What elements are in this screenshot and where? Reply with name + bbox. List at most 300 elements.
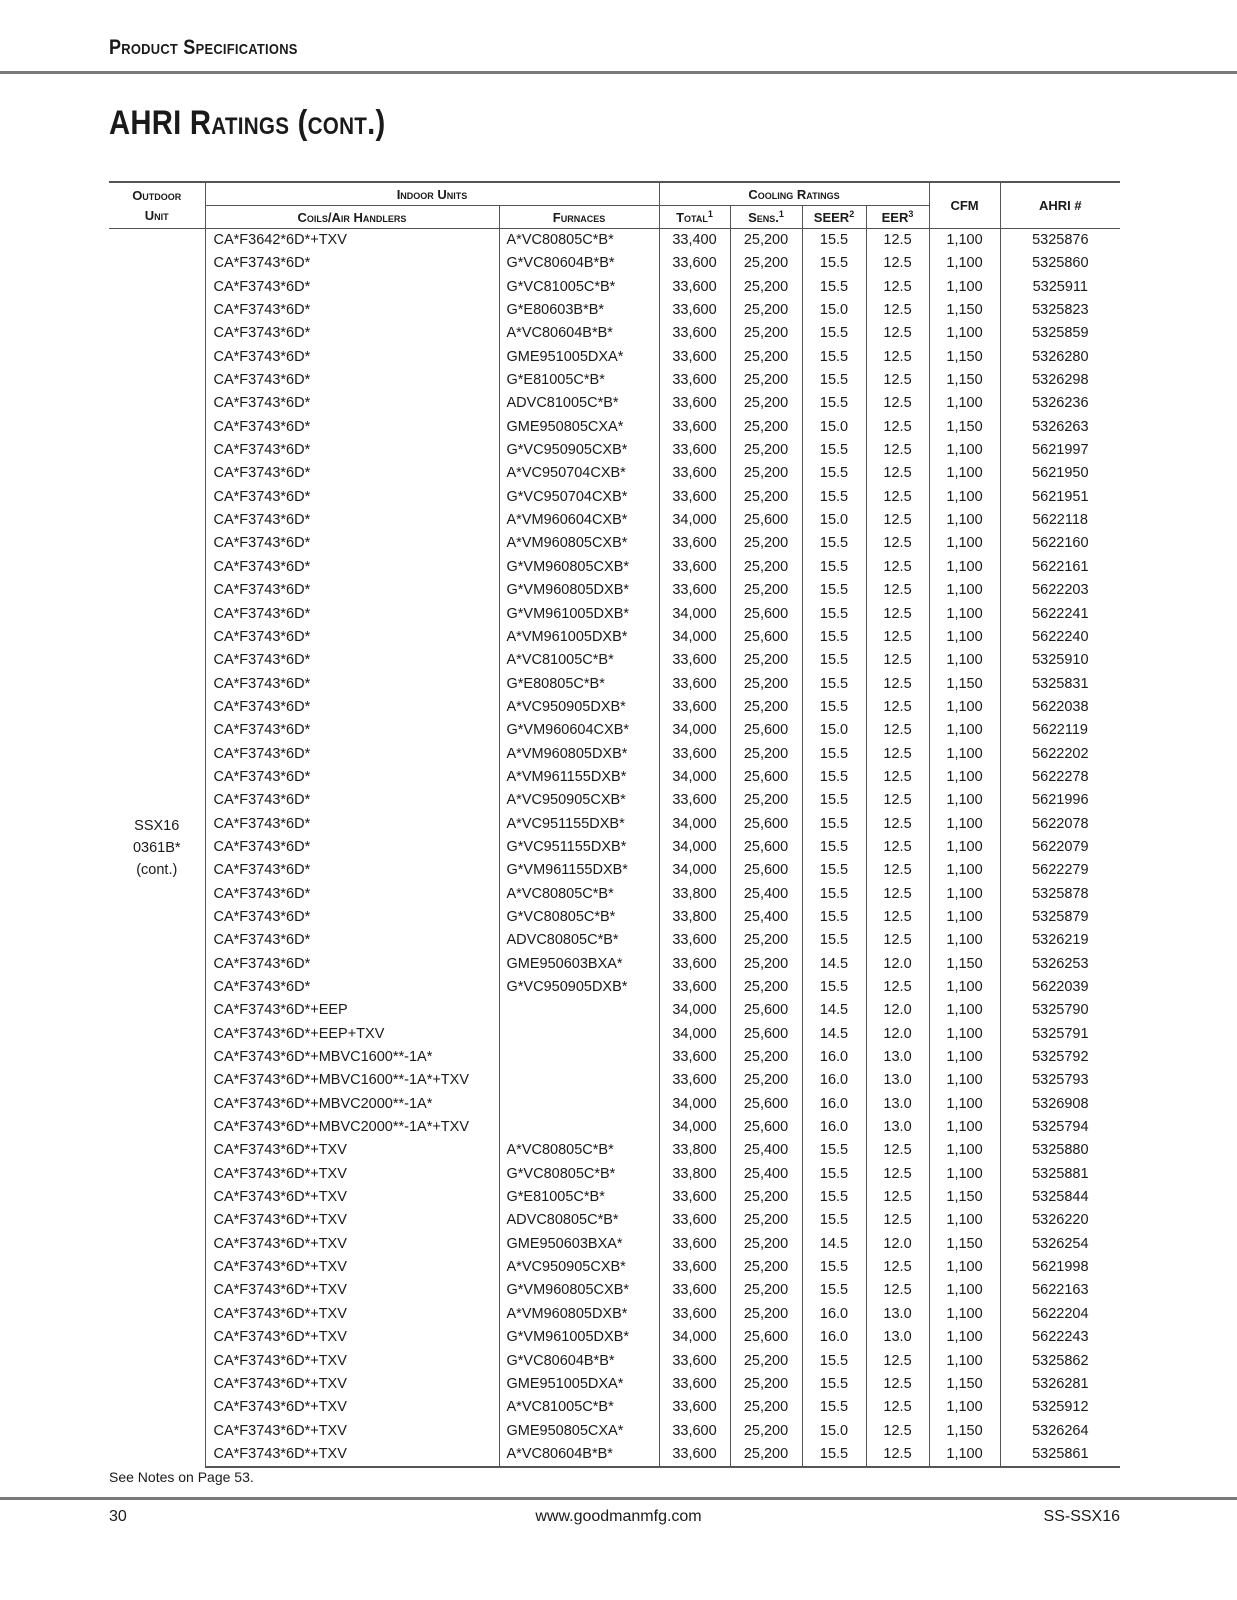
eer-cell: 12.5 bbox=[866, 556, 929, 579]
ahri-cell: 5325876 bbox=[1000, 229, 1120, 253]
furnace-cell: G*VC951155DXB* bbox=[499, 836, 659, 859]
sensible-cell: 25,200 bbox=[730, 696, 802, 719]
table-row bbox=[109, 1279, 1120, 1302]
seer-cell: 15.5 bbox=[802, 486, 866, 509]
eer-cell: 12.5 bbox=[866, 1209, 929, 1232]
eer-cell: 12.5 bbox=[866, 462, 929, 485]
seer-cell: 15.5 bbox=[802, 1163, 866, 1186]
ahri-cell: 5325862 bbox=[1000, 1350, 1120, 1373]
coil-cell: CA*F3743*6D*+TXV bbox=[205, 1163, 499, 1186]
furnace-cell: A*VC950905CXB* bbox=[499, 1256, 659, 1279]
table-row bbox=[109, 322, 1120, 345]
coil-cell: CA*F3743*6D* bbox=[205, 276, 499, 299]
ahri-cell: 5622039 bbox=[1000, 976, 1120, 999]
table-row bbox=[109, 906, 1120, 929]
seer-cell: 15.5 bbox=[802, 579, 866, 602]
furnace-cell: G*VM960805DXB* bbox=[499, 579, 659, 602]
ahri-cell: 5325794 bbox=[1000, 1116, 1120, 1139]
seer-cell: 16.0 bbox=[802, 1069, 866, 1092]
furnace-cell: A*VC80805C*B* bbox=[499, 1139, 659, 1162]
cfm-cell: 1,100 bbox=[929, 836, 1000, 859]
table-row bbox=[109, 1139, 1120, 1162]
eer-cell: 12.5 bbox=[866, 579, 929, 602]
total-footnote-ref: 1 bbox=[707, 208, 713, 219]
eer-cell: 12.5 bbox=[866, 836, 929, 859]
seer-cell: 15.5 bbox=[802, 883, 866, 906]
total-cell: 33,600 bbox=[659, 743, 730, 766]
sensible-cell: 25,600 bbox=[730, 999, 802, 1022]
outdoor-unit-cell bbox=[109, 229, 205, 1468]
ahri-cell: 5325881 bbox=[1000, 1163, 1120, 1186]
sensible-cell: 25,200 bbox=[730, 673, 802, 696]
table-row bbox=[109, 1046, 1120, 1069]
sensible-header bbox=[730, 206, 802, 229]
cooling-ratings-header: Cooling Ratings bbox=[659, 182, 929, 206]
seer-cell: 16.0 bbox=[802, 1326, 866, 1349]
sensible-cell: 25,200 bbox=[730, 229, 802, 253]
coil-cell: CA*F3743*6D*+TXV bbox=[205, 1443, 499, 1467]
cfm-cell: 1,100 bbox=[929, 1139, 1000, 1162]
total-cell: 33,600 bbox=[659, 416, 730, 439]
table-row bbox=[109, 346, 1120, 369]
furnace-cell: A*VC80805C*B* bbox=[499, 229, 659, 253]
sensible-cell: 25,600 bbox=[730, 1093, 802, 1116]
cfm-cell: 1,100 bbox=[929, 532, 1000, 555]
table-row bbox=[109, 1350, 1120, 1373]
eer-cell: 12.5 bbox=[866, 696, 929, 719]
table-row bbox=[109, 1303, 1120, 1326]
eer-cell: 12.5 bbox=[866, 1163, 929, 1186]
eer-cell: 12.5 bbox=[866, 486, 929, 509]
ahri-cell: 5622079 bbox=[1000, 836, 1120, 859]
sensible-cell: 25,600 bbox=[730, 1116, 802, 1139]
eer-cell: 12.5 bbox=[866, 603, 929, 626]
total-cell: 33,600 bbox=[659, 649, 730, 672]
cfm-cell: 1,100 bbox=[929, 229, 1000, 253]
table-row bbox=[109, 836, 1120, 859]
furnace-cell bbox=[499, 999, 659, 1022]
seer-cell: 16.0 bbox=[802, 1046, 866, 1069]
sensible-cell: 25,200 bbox=[730, 1186, 802, 1209]
total-cell: 33,600 bbox=[659, 532, 730, 555]
ahri-cell: 5325878 bbox=[1000, 883, 1120, 906]
total-header-label: Total bbox=[676, 209, 708, 225]
table-row bbox=[109, 486, 1120, 509]
furnace-cell: G*VM961005DXB* bbox=[499, 1326, 659, 1349]
ahri-cell: 5325792 bbox=[1000, 1046, 1120, 1069]
furnace-cell: G*VC950704CXB* bbox=[499, 486, 659, 509]
total-cell: 34,000 bbox=[659, 836, 730, 859]
seer-cell: 15.0 bbox=[802, 416, 866, 439]
furnace-cell bbox=[499, 1023, 659, 1046]
eer-cell: 12.5 bbox=[866, 1396, 929, 1419]
sensible-cell: 25,600 bbox=[730, 509, 802, 532]
furnace-cell: A*VC950905DXB* bbox=[499, 696, 659, 719]
ahri-cell: 5622278 bbox=[1000, 766, 1120, 789]
coil-cell: CA*F3743*6D* bbox=[205, 859, 499, 882]
table-row bbox=[109, 789, 1120, 812]
ahri-cell: 5325879 bbox=[1000, 906, 1120, 929]
sensible-cell: 25,200 bbox=[730, 1279, 802, 1302]
table-row bbox=[109, 509, 1120, 532]
coil-cell: CA*F3743*6D* bbox=[205, 766, 499, 789]
eer-cell: 12.5 bbox=[866, 673, 929, 696]
seer-cell: 15.5 bbox=[802, 766, 866, 789]
table-header bbox=[109, 182, 1120, 229]
ahri-cell: 5622240 bbox=[1000, 626, 1120, 649]
eer-cell: 12.0 bbox=[866, 953, 929, 976]
ahri-cell: 5325831 bbox=[1000, 673, 1120, 696]
sensible-cell: 25,200 bbox=[730, 1396, 802, 1419]
eer-cell: 12.5 bbox=[866, 766, 929, 789]
seer-cell: 15.5 bbox=[802, 1443, 866, 1467]
total-cell: 33,600 bbox=[659, 486, 730, 509]
furnace-cell bbox=[499, 1069, 659, 1092]
total-cell: 33,600 bbox=[659, 673, 730, 696]
ahri-ratings-table-container bbox=[109, 181, 1120, 1468]
seer-cell: 15.5 bbox=[802, 1373, 866, 1396]
cfm-cell: 1,100 bbox=[929, 906, 1000, 929]
table-row bbox=[109, 299, 1120, 322]
outdoor-unit-line: SSX16 bbox=[134, 818, 180, 835]
cfm-cell: 1,100 bbox=[929, 1163, 1000, 1186]
sensible-cell: 25,600 bbox=[730, 603, 802, 626]
eer-cell: 12.5 bbox=[866, 299, 929, 322]
coil-cell: CA*F3743*6D* bbox=[205, 392, 499, 415]
seer-cell: 14.5 bbox=[802, 953, 866, 976]
ahri-number-header: AHRI # bbox=[1000, 182, 1120, 229]
cfm-cell: 1,100 bbox=[929, 1069, 1000, 1092]
coil-cell: CA*F3743*6D* bbox=[205, 252, 499, 275]
coil-cell: CA*F3743*6D* bbox=[205, 929, 499, 952]
notes-reference: See Notes on Page 53. bbox=[109, 1469, 254, 1485]
sensible-cell: 25,600 bbox=[730, 626, 802, 649]
furnace-cell: G*E80603B*B* bbox=[499, 299, 659, 322]
coil-cell: CA*F3743*6D* bbox=[205, 976, 499, 999]
total-cell: 33,600 bbox=[659, 1256, 730, 1279]
seer-cell: 15.5 bbox=[802, 743, 866, 766]
cfm-cell: 1,100 bbox=[929, 766, 1000, 789]
total-cell: 33,800 bbox=[659, 1163, 730, 1186]
seer-cell: 15.5 bbox=[802, 976, 866, 999]
eer-cell: 12.5 bbox=[866, 509, 929, 532]
furnace-cell: GME951005DXA* bbox=[499, 1373, 659, 1396]
seer-cell: 15.5 bbox=[802, 626, 866, 649]
table-row bbox=[109, 649, 1120, 672]
cfm-cell: 1,100 bbox=[929, 486, 1000, 509]
furnace-cell: G*VC80604B*B* bbox=[499, 252, 659, 275]
furnace-cell: A*VC80604B*B* bbox=[499, 1443, 659, 1467]
seer-cell: 15.5 bbox=[802, 1350, 866, 1373]
sensible-cell: 25,200 bbox=[730, 929, 802, 952]
coil-cell: CA*F3743*6D*+TXV bbox=[205, 1326, 499, 1349]
seer-header bbox=[802, 206, 866, 229]
coil-cell: CA*F3743*6D*+TXV bbox=[205, 1373, 499, 1396]
eer-cell: 12.5 bbox=[866, 369, 929, 392]
seer-cell: 15.5 bbox=[802, 673, 866, 696]
total-cell: 33,600 bbox=[659, 556, 730, 579]
furnace-cell: G*VC80805C*B* bbox=[499, 1163, 659, 1186]
coil-cell: CA*F3743*6D* bbox=[205, 556, 499, 579]
total-cell: 33,600 bbox=[659, 346, 730, 369]
furnace-cell: G*VC950905CXB* bbox=[499, 439, 659, 462]
total-cell: 33,600 bbox=[659, 252, 730, 275]
sensible-cell: 25,200 bbox=[730, 439, 802, 462]
table-row bbox=[109, 1396, 1120, 1419]
sensible-cell: 25,200 bbox=[730, 369, 802, 392]
table-row bbox=[109, 999, 1120, 1022]
seer-cell: 15.5 bbox=[802, 1279, 866, 1302]
sensible-cell: 25,200 bbox=[730, 953, 802, 976]
furnace-cell: G*VC80805C*B* bbox=[499, 906, 659, 929]
eer-cell: 12.5 bbox=[866, 252, 929, 275]
cfm-cell: 1,100 bbox=[929, 1023, 1000, 1046]
ahri-cell: 5622243 bbox=[1000, 1326, 1120, 1349]
table-body bbox=[109, 229, 1120, 1468]
ahri-cell: 5326253 bbox=[1000, 953, 1120, 976]
eer-cell: 12.5 bbox=[866, 906, 929, 929]
coil-cell: CA*F3743*6D* bbox=[205, 673, 499, 696]
cfm-cell: 1,100 bbox=[929, 813, 1000, 836]
table-row bbox=[109, 556, 1120, 579]
total-header bbox=[659, 206, 730, 229]
sensible-cell: 25,400 bbox=[730, 906, 802, 929]
seer-cell: 16.0 bbox=[802, 1116, 866, 1139]
eer-cell: 12.5 bbox=[866, 813, 929, 836]
total-cell: 33,800 bbox=[659, 906, 730, 929]
ahri-cell: 5326280 bbox=[1000, 346, 1120, 369]
seer-cell: 15.0 bbox=[802, 719, 866, 742]
ahri-cell: 5325844 bbox=[1000, 1186, 1120, 1209]
ahri-cell: 5326264 bbox=[1000, 1420, 1120, 1443]
seer-cell: 14.5 bbox=[802, 999, 866, 1022]
total-cell: 34,000 bbox=[659, 813, 730, 836]
cfm-cell: 1,100 bbox=[929, 1443, 1000, 1467]
coil-cell: CA*F3743*6D*+TXV bbox=[205, 1279, 499, 1302]
coil-cell: CA*F3743*6D*+MBVC1600**-1A* bbox=[205, 1046, 499, 1069]
table-row bbox=[109, 369, 1120, 392]
seer-cell: 15.5 bbox=[802, 252, 866, 275]
cfm-cell: 1,100 bbox=[929, 1256, 1000, 1279]
total-cell: 33,600 bbox=[659, 1186, 730, 1209]
coil-cell: CA*F3743*6D*+EEP+TXV bbox=[205, 1023, 499, 1046]
ahri-cell: 5325860 bbox=[1000, 252, 1120, 275]
furnace-cell: A*VM961155DXB* bbox=[499, 766, 659, 789]
table-row bbox=[109, 953, 1120, 976]
ahri-cell: 5325880 bbox=[1000, 1139, 1120, 1162]
seer-cell: 15.5 bbox=[802, 1256, 866, 1279]
coil-cell: CA*F3743*6D*+TXV bbox=[205, 1256, 499, 1279]
furnace-cell: G*VM960805CXB* bbox=[499, 1279, 659, 1302]
table-row bbox=[109, 1116, 1120, 1139]
ahri-cell: 5622203 bbox=[1000, 579, 1120, 602]
eer-cell: 12.5 bbox=[866, 276, 929, 299]
furnace-cell: A*VM960805DXB* bbox=[499, 743, 659, 766]
cfm-cell: 1,100 bbox=[929, 649, 1000, 672]
total-cell: 34,000 bbox=[659, 1023, 730, 1046]
coil-cell: CA*F3743*6D* bbox=[205, 789, 499, 812]
sensible-cell: 25,200 bbox=[730, 976, 802, 999]
cfm-cell: 1,100 bbox=[929, 883, 1000, 906]
seer-cell: 15.5 bbox=[802, 836, 866, 859]
total-cell: 34,000 bbox=[659, 1326, 730, 1349]
furnace-cell: GME950603BXA* bbox=[499, 1233, 659, 1256]
sensible-cell: 25,200 bbox=[730, 649, 802, 672]
eer-cell: 12.5 bbox=[866, 929, 929, 952]
coil-cell: CA*F3743*6D*+TXV bbox=[205, 1186, 499, 1209]
ahri-cell: 5325793 bbox=[1000, 1069, 1120, 1092]
cfm-cell: 1,150 bbox=[929, 1186, 1000, 1209]
coil-cell: CA*F3743*6D*+MBVC2000**-1A* bbox=[205, 1093, 499, 1116]
table-row bbox=[109, 1069, 1120, 1092]
seer-cell: 15.5 bbox=[802, 696, 866, 719]
eer-cell: 12.5 bbox=[866, 1279, 929, 1302]
furnace-cell: GME950603BXA* bbox=[499, 953, 659, 976]
table-row bbox=[109, 1093, 1120, 1116]
ahri-cell: 5622202 bbox=[1000, 743, 1120, 766]
coil-cell: CA*F3743*6D* bbox=[205, 462, 499, 485]
total-cell: 33,800 bbox=[659, 883, 730, 906]
total-cell: 33,600 bbox=[659, 953, 730, 976]
cfm-cell: 1,100 bbox=[929, 626, 1000, 649]
table-row bbox=[109, 252, 1120, 275]
cfm-cell: 1,100 bbox=[929, 1116, 1000, 1139]
eer-cell: 12.5 bbox=[866, 392, 929, 415]
cfm-cell: 1,100 bbox=[929, 929, 1000, 952]
ahri-cell: 5622161 bbox=[1000, 556, 1120, 579]
eer-cell: 12.5 bbox=[866, 1256, 929, 1279]
coil-cell: CA*F3743*6D*+TXV bbox=[205, 1420, 499, 1443]
furnace-cell: ADVC81005C*B* bbox=[499, 392, 659, 415]
coil-cell: CA*F3743*6D* bbox=[205, 346, 499, 369]
sensible-cell: 25,600 bbox=[730, 766, 802, 789]
ahri-cell: 5622118 bbox=[1000, 509, 1120, 532]
eer-cell: 12.5 bbox=[866, 416, 929, 439]
seer-cell: 15.5 bbox=[802, 369, 866, 392]
eer-header-label: EER bbox=[881, 209, 909, 225]
cfm-cell: 1,150 bbox=[929, 416, 1000, 439]
ahri-cell: 5621950 bbox=[1000, 462, 1120, 485]
coil-cell: CA*F3743*6D*+TXV bbox=[205, 1233, 499, 1256]
table-row bbox=[109, 1186, 1120, 1209]
sensible-cell: 25,200 bbox=[730, 486, 802, 509]
table-row bbox=[109, 929, 1120, 952]
page-number: 30 bbox=[109, 1508, 127, 1525]
eer-cell: 13.0 bbox=[866, 1069, 929, 1092]
coil-cell: CA*F3743*6D* bbox=[205, 416, 499, 439]
eer-cell: 12.5 bbox=[866, 1373, 929, 1396]
seer-cell: 15.5 bbox=[802, 439, 866, 462]
seer-cell: 15.5 bbox=[802, 929, 866, 952]
coils-air-handlers-header: Coils/Air Handlers bbox=[205, 206, 499, 229]
total-cell: 33,600 bbox=[659, 976, 730, 999]
seer-cell: 15.5 bbox=[802, 859, 866, 882]
furnaces-header: Furnaces bbox=[499, 206, 659, 229]
total-cell: 33,600 bbox=[659, 1396, 730, 1419]
eer-cell: 13.0 bbox=[866, 1116, 929, 1139]
table-row bbox=[109, 1163, 1120, 1186]
ahri-cell: 5325823 bbox=[1000, 299, 1120, 322]
total-cell: 33,600 bbox=[659, 1373, 730, 1396]
furnace-cell: G*E81005C*B* bbox=[499, 369, 659, 392]
seer-cell: 15.5 bbox=[802, 813, 866, 836]
ahri-cell: 5326908 bbox=[1000, 1093, 1120, 1116]
eer-cell: 12.5 bbox=[866, 976, 929, 999]
cfm-cell: 1,150 bbox=[929, 673, 1000, 696]
eer-cell: 13.0 bbox=[866, 1326, 929, 1349]
coil-cell: CA*F3743*6D* bbox=[205, 439, 499, 462]
table-row bbox=[109, 1373, 1120, 1396]
sensible-cell: 25,200 bbox=[730, 1233, 802, 1256]
eer-cell: 12.5 bbox=[866, 1443, 929, 1467]
seer-cell: 15.5 bbox=[802, 1139, 866, 1162]
furnace-cell: G*VC80604B*B* bbox=[499, 1350, 659, 1373]
sensible-cell: 25,200 bbox=[730, 1069, 802, 1092]
table-row bbox=[109, 462, 1120, 485]
table-row bbox=[109, 976, 1120, 999]
cfm-cell: 1,150 bbox=[929, 1233, 1000, 1256]
total-cell: 33,600 bbox=[659, 1233, 730, 1256]
table-row bbox=[109, 579, 1120, 602]
sensible-cell: 25,400 bbox=[730, 1163, 802, 1186]
table-row bbox=[109, 1443, 1120, 1467]
seer-cell: 15.5 bbox=[802, 229, 866, 253]
total-cell: 33,600 bbox=[659, 462, 730, 485]
total-cell: 34,000 bbox=[659, 626, 730, 649]
eer-cell: 12.5 bbox=[866, 1350, 929, 1373]
footer-rule bbox=[0, 1497, 1237, 1500]
coil-cell: CA*F3743*6D*+TXV bbox=[205, 1350, 499, 1373]
total-cell: 33,600 bbox=[659, 1350, 730, 1373]
seer-cell: 15.0 bbox=[802, 1420, 866, 1443]
sensible-footnote-ref: 1 bbox=[778, 208, 784, 219]
eer-cell: 12.5 bbox=[866, 1420, 929, 1443]
eer-cell: 12.5 bbox=[866, 532, 929, 555]
coil-cell: CA*F3743*6D*+MBVC1600**-1A*+TXV bbox=[205, 1069, 499, 1092]
eer-cell: 12.0 bbox=[866, 1023, 929, 1046]
eer-header bbox=[866, 206, 929, 229]
eer-cell: 12.5 bbox=[866, 439, 929, 462]
cfm-cell: 1,100 bbox=[929, 603, 1000, 626]
sensible-cell: 25,400 bbox=[730, 1139, 802, 1162]
furnace-cell: G*VM961155DXB* bbox=[499, 859, 659, 882]
seer-cell: 15.5 bbox=[802, 1186, 866, 1209]
sensible-cell: 25,200 bbox=[730, 1350, 802, 1373]
eer-cell: 12.5 bbox=[866, 719, 929, 742]
outdoor-unit-line: (cont.) bbox=[136, 862, 178, 879]
ahri-cell: 5622119 bbox=[1000, 719, 1120, 742]
seer-cell: 15.5 bbox=[802, 1396, 866, 1419]
ahri-cell: 5622241 bbox=[1000, 603, 1120, 626]
ahri-cell: 5325912 bbox=[1000, 1396, 1120, 1419]
seer-cell: 15.5 bbox=[802, 392, 866, 415]
ahri-cell: 5621997 bbox=[1000, 439, 1120, 462]
ahri-cell: 5326298 bbox=[1000, 369, 1120, 392]
cfm-cell: 1,150 bbox=[929, 346, 1000, 369]
ahri-cell: 5326263 bbox=[1000, 416, 1120, 439]
seer-cell: 15.5 bbox=[802, 556, 866, 579]
sensible-cell: 25,200 bbox=[730, 532, 802, 555]
table-row bbox=[109, 1420, 1120, 1443]
sensible-cell: 25,200 bbox=[730, 462, 802, 485]
furnace-cell bbox=[499, 1093, 659, 1116]
ahri-cell: 5622078 bbox=[1000, 813, 1120, 836]
table-row bbox=[109, 696, 1120, 719]
cfm-cell: 1,100 bbox=[929, 276, 1000, 299]
furnace-cell: G*VC81005C*B* bbox=[499, 276, 659, 299]
furnace-cell: A*VC81005C*B* bbox=[499, 1396, 659, 1419]
cfm-cell: 1,100 bbox=[929, 1093, 1000, 1116]
